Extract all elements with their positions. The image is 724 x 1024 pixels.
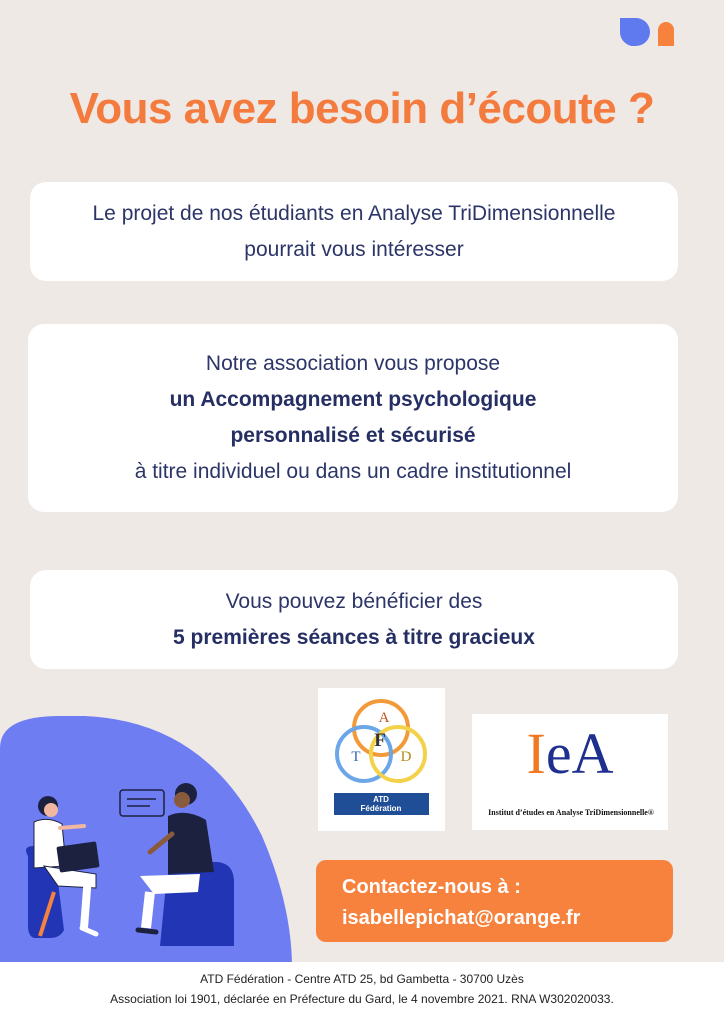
consultation-illustration (0, 716, 292, 968)
intro-line-2: pourrait vous intéresser (244, 237, 464, 261)
atd-letter-a: A (378, 710, 390, 726)
iea-subtitle: Institut d’études en Analyse TriDimensionnelle® (488, 808, 654, 817)
contact-label: Contactez-nous à : (342, 876, 521, 898)
atd-letter-f: F (374, 730, 386, 751)
brand-shapes-icon (618, 16, 676, 46)
footer (0, 962, 724, 1024)
intro-line-1: Le projet de nos étudiants en Analyse TriDimensionnelle (92, 201, 616, 225)
footer-address: ATD Fédération - Centre ATD 25, bd Gambetta - 30700 Uzès (200, 972, 524, 986)
offer-line-1: Notre association vous propose (205, 352, 501, 375)
atd-rings-icon (318, 688, 445, 831)
contact-email-link[interactable]: isabellepichat@orange.fr (342, 907, 581, 929)
atd-band-line-1: ATD (373, 795, 389, 804)
offer-line-3: personnalisé et sécurisé (230, 424, 476, 447)
iea-mark (472, 722, 668, 786)
footer-legal: Association loi 1901, déclarée en Préfecture du Gard, le 4 novembre 2021. RNA W302020033. (110, 992, 614, 1006)
offer-card (28, 324, 678, 512)
benefit-card (30, 570, 678, 669)
intro-card (30, 182, 678, 281)
iea-logo (472, 714, 668, 830)
atd-letter-t: T (351, 749, 361, 765)
benefit-line-1: Vous pouvez bénéficier des (225, 589, 483, 613)
atd-federation-logo (318, 688, 445, 831)
offer-line-2: un Accompagnement psychologique (169, 388, 537, 411)
page-title: Vous avez besoin d’écoute ? (69, 84, 655, 133)
speech-bubble-icon (120, 790, 164, 816)
iea-mark-i: I (526, 721, 546, 786)
benefit-line-2: 5 premières séances à titre gracieux (173, 625, 535, 649)
atd-letter-d: D (400, 749, 412, 765)
iea-mark-rest: eA (545, 721, 614, 786)
atd-band-line-2: Fédération (360, 804, 402, 813)
offer-line-4: à titre individuel ou dans un cadre institutionnel (134, 460, 572, 483)
contact-box (316, 860, 673, 942)
